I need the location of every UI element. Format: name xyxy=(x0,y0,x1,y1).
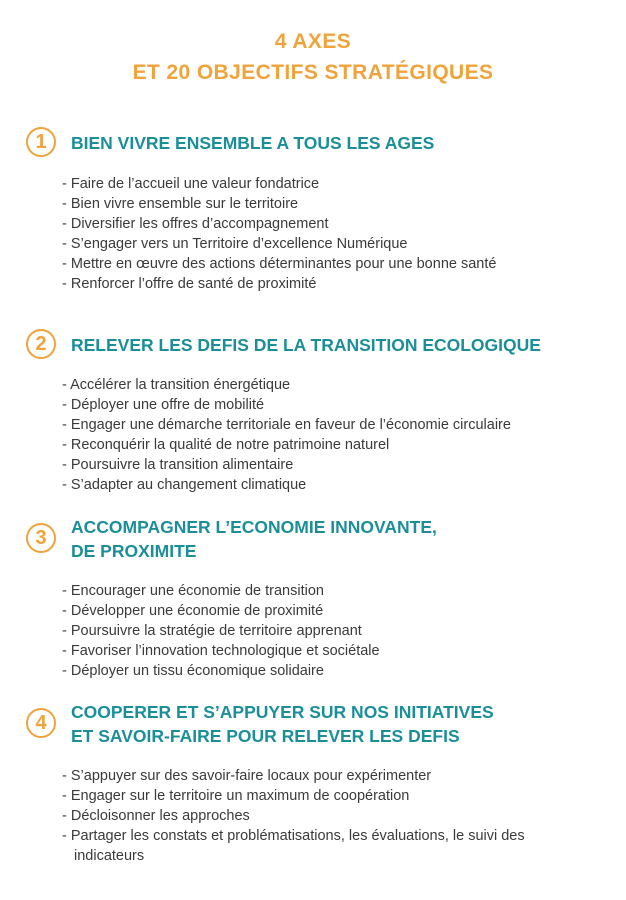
axis-title xyxy=(71,515,611,563)
objective-item: - Décloisonner les approches xyxy=(62,806,602,826)
page-title-line-2: ET 20 OBJECTIFS STRATÉGIQUES xyxy=(132,61,494,84)
axis-title xyxy=(71,700,611,748)
objective-item: - Mettre en œuvre des actions déterminantes pour une bonne santé xyxy=(62,254,602,274)
page-title xyxy=(0,26,626,88)
axis-number-badge: 3 xyxy=(26,523,56,553)
axis-title xyxy=(71,131,611,155)
objective-item: - Déployer un tissu économique solidaire xyxy=(62,661,602,681)
axis-number-badge: 2 xyxy=(26,329,56,359)
objectives-list xyxy=(62,766,602,866)
objective-item: - Faire de l’accueil une valeur fondatrice xyxy=(62,174,602,194)
objective-item: - Engager sur le territoire un maximum de coopération xyxy=(62,786,602,806)
objective-item: - Développer une économie de proximité xyxy=(62,601,602,621)
axis-title-line: BIEN VIVRE ENSEMBLE A TOUS LES AGES xyxy=(71,133,435,153)
axis-title-line: ET SAVOIR-FAIRE POUR RELEVER LES DEFIS xyxy=(71,726,460,746)
objective-item: - Poursuivre la stratégie de territoire apprenant xyxy=(62,621,602,641)
objective-item: - Poursuivre la transition alimentaire xyxy=(62,455,602,475)
axis-title-line: ACCOMPAGNER L’ECONOMIE INNOVANTE, xyxy=(71,517,437,537)
axis-title xyxy=(71,333,611,357)
objective-item: - Engager une démarche territoriale en faveur de l’économie circulaire xyxy=(62,415,602,435)
axis-title-line: RELEVER LES DEFIS DE LA TRANSITION ECOLOGIQUE xyxy=(71,335,541,355)
axis-number-badge: 1 xyxy=(26,127,56,157)
objectives-list xyxy=(62,375,602,495)
objective-item: - Favoriser l’innovation technologique et sociétale xyxy=(62,641,602,661)
objective-item: - Renforcer l’offre de santé de proximité xyxy=(62,274,602,294)
objective-item: - Encourager une économie de transition xyxy=(62,581,602,601)
objective-item: - S’engager vers un Territoire d’excellence Numérique xyxy=(62,234,602,254)
objective-item: - Diversifier les offres d’accompagnement xyxy=(62,214,602,234)
axis-number-badge: 4 xyxy=(26,708,56,738)
objectives-list xyxy=(62,581,602,681)
axis-title-line: DE PROXIMITE xyxy=(71,541,197,561)
objective-item: - Partager les constats et problématisations, les évaluations, le suivi des indicateurs xyxy=(62,826,574,866)
axis-title-line: COOPERER ET S’APPUYER SUR NOS INITIATIVES xyxy=(71,702,494,722)
objectives-list xyxy=(62,174,602,294)
objective-item: - Bien vivre ensemble sur le territoire xyxy=(62,194,602,214)
objective-item: - Déployer une offre de mobilité xyxy=(62,395,602,415)
objective-item: - S’appuyer sur des savoir-faire locaux pour expérimenter xyxy=(62,766,602,786)
page-title-line-1: 4 AXES xyxy=(274,30,352,53)
objective-item: - Reconquérir la qualité de notre patrimoine naturel xyxy=(62,435,602,455)
objective-item: - S’adapter au changement climatique xyxy=(62,475,602,495)
objective-item: - Accélérer la transition énergétique xyxy=(62,375,602,395)
